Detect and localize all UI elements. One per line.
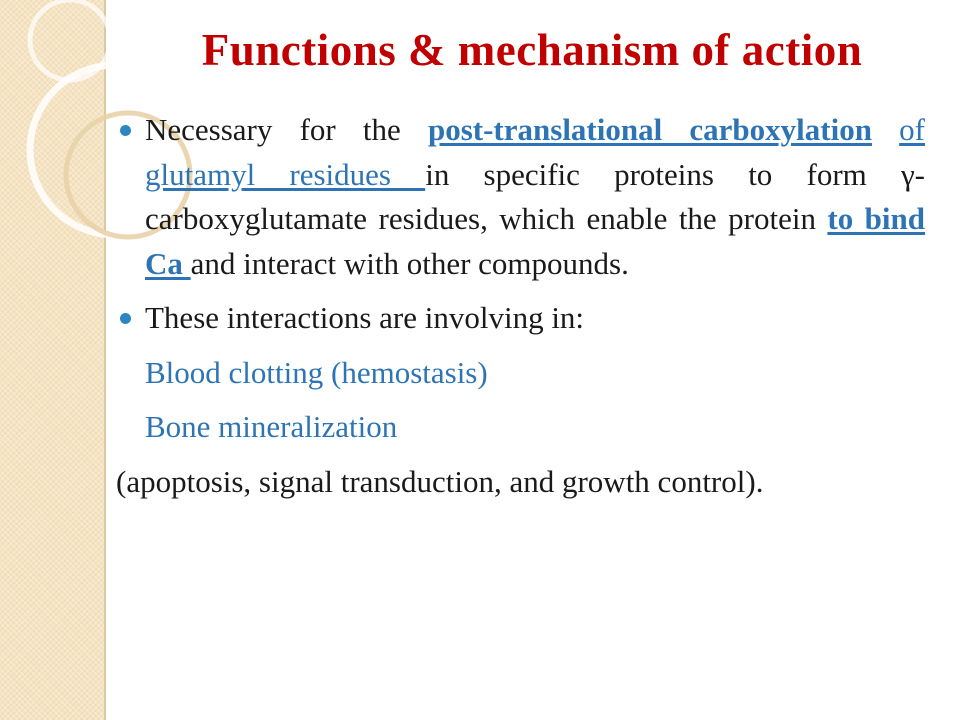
closing-line: (apoptosis, signal transduction, and growth control).	[116, 463, 764, 499]
slide-content	[110, 108, 925, 504]
sub-item-bone-mineralization: Bone mineralization	[145, 409, 398, 444]
bullet1-text-middle: in specific proteins to form γ-carboxyglutamate residues, which enable the protein	[145, 156, 925, 236]
link-bind-ca[interactable]: to bind Ca	[145, 201, 925, 281]
bullet-item-1	[110, 108, 925, 286]
link-post-translational-carboxylation[interactable]: post-translational carboxylation	[427, 112, 872, 147]
bullet2-text: These interactions are involving in:	[145, 300, 585, 335]
sub-item-blood-clotting: Blood clotting (hemostasis)	[145, 354, 488, 390]
bullet1-text-before: Necessary for the	[145, 112, 428, 147]
link-glutamyl-residues[interactable]: of glutamyl residues	[145, 112, 925, 192]
bullet-dot-icon	[120, 313, 131, 324]
bullet1-text-after: and interact with other compounds.	[190, 245, 629, 281]
slide-title: Functions & mechanism of action	[201, 25, 863, 75]
bullet-item-2	[110, 296, 925, 341]
deco-circle-small	[30, 0, 110, 80]
bullet-dot-icon	[120, 125, 131, 136]
